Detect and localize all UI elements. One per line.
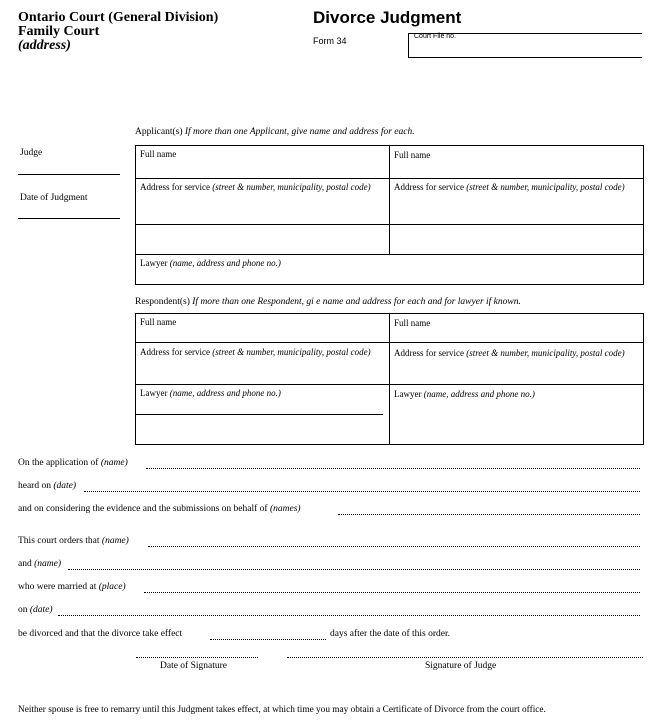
applicant-lawyer-label: Lawyer xyxy=(140,258,168,268)
divorce-effect-label: be divorced and that the divorce take effect xyxy=(18,629,183,639)
application-of-field[interactable] xyxy=(146,468,640,469)
submissions-text: and on considering the evidence and the submissions on behalf of xyxy=(18,504,268,514)
respondent-full-name-2[interactable]: Full name xyxy=(394,318,431,328)
respondents-heading xyxy=(135,297,521,307)
applicants-col-divider xyxy=(389,145,390,254)
respondent-full-name-1[interactable]: Full name xyxy=(140,317,177,327)
respondents-heading-note: If more than one Respondent, gi e name and address for each and for lawyer if known. xyxy=(192,297,521,307)
respondent-address-1[interactable] xyxy=(140,347,380,357)
married-at-label xyxy=(18,582,126,592)
heard-on-field[interactable] xyxy=(84,491,640,492)
date-of-signature-field[interactable] xyxy=(136,657,258,658)
date-of-judgment-line[interactable] xyxy=(18,218,120,219)
applicant-address-1[interactable] xyxy=(140,182,380,192)
and-name-hint: (name) xyxy=(34,559,61,569)
respondents-col-divider xyxy=(389,313,390,445)
respondent-lawyer-note-2: (name, address and phone no.) xyxy=(423,389,535,399)
applicant-lawyer-note: (name, address and phone no.) xyxy=(169,258,281,268)
heard-on-label xyxy=(18,481,76,491)
married-on-text: on xyxy=(18,605,28,615)
married-at-text: who were married at xyxy=(18,582,97,592)
court-address: (address) xyxy=(18,38,71,53)
applicants-heading xyxy=(135,127,415,137)
and-name-label xyxy=(18,559,61,569)
married-on-hint: (date) xyxy=(29,605,53,615)
married-on-field[interactable] xyxy=(58,615,640,616)
married-at-field[interactable] xyxy=(144,592,640,593)
applicant-full-name-2[interactable]: Full name xyxy=(394,150,431,160)
married-at-hint: (place) xyxy=(98,582,126,592)
applicants-heading-note: If more than one Applicant, give name and address for each. xyxy=(184,127,415,137)
judge-line[interactable] xyxy=(18,174,120,175)
applicant-full-name-1[interactable]: Full name xyxy=(140,149,177,159)
court-orders-label xyxy=(18,536,129,546)
application-of-label xyxy=(18,458,128,468)
respondent-address-label-1: Address for service xyxy=(140,347,210,357)
court-file-underline xyxy=(408,57,642,58)
respondent-lawyer-1[interactable] xyxy=(140,388,281,398)
respondent-lawyer-label-2: Lawyer xyxy=(394,389,422,399)
heard-on-hint: (date) xyxy=(53,481,77,491)
application-of-text: On the application of xyxy=(18,458,99,468)
court-orders-field[interactable] xyxy=(148,546,640,547)
submissions-hint: (names) xyxy=(269,504,301,514)
and-name-field[interactable] xyxy=(68,569,640,570)
form-title: Divorce Judgment xyxy=(313,8,462,27)
date-of-signature-label: Date of Signature xyxy=(160,661,228,671)
applicant-address-note-1: (street & number, municipality, postal code) xyxy=(212,182,371,192)
form-number: Form 34 xyxy=(313,36,347,46)
applicant-lawyer[interactable] xyxy=(140,258,281,268)
submissions-label xyxy=(18,504,301,514)
submissions-field[interactable] xyxy=(338,514,640,515)
married-on-label xyxy=(18,605,53,615)
applicants-heading-label: Applicant(s) xyxy=(135,127,183,137)
applicant-address-label-1: Address for service xyxy=(140,182,210,192)
respondents-heading-label: Respondent(s) xyxy=(135,297,190,307)
divorce-days-field[interactable] xyxy=(210,639,326,640)
court-orders-hint: (name) xyxy=(101,536,129,546)
signature-of-judge-field[interactable] xyxy=(287,657,643,658)
heard-on-text: heard on xyxy=(18,481,51,491)
divorce-effect-suffix: days after the date of this order. xyxy=(330,629,451,639)
judge-label: Judge xyxy=(20,148,43,158)
respondent-address-note-2: (street & number, municipality, postal code) xyxy=(466,348,625,358)
respondents-row-divider-3 xyxy=(135,414,383,415)
remarry-notice: Neither spouse is free to remarry until this Judgment takes effect, at which time you may obtain a Certificate of Divorce from the court office. xyxy=(18,705,546,715)
applicant-address-note-2: (street & number, municipality, postal code) xyxy=(466,182,625,192)
court-orders-text: This court orders that xyxy=(18,536,100,546)
respondent-address-label-2: Address for service xyxy=(394,348,464,358)
respondent-lawyer-label-1: Lawyer xyxy=(140,388,168,398)
court-file-label: Court File no. xyxy=(414,33,457,40)
applicant-address-2[interactable] xyxy=(394,182,634,192)
respondent-lawyer-note-1: (name, address and phone no.) xyxy=(169,388,281,398)
respondent-address-2[interactable] xyxy=(394,348,634,358)
and-name-text: and xyxy=(18,559,32,569)
applicants-row-divider-3 xyxy=(135,254,644,255)
court-name: Ontario Court (General Division) xyxy=(18,10,219,25)
date-of-judgment-label: Date of Judgment xyxy=(20,193,88,203)
signature-of-judge-label: Signature of Judge xyxy=(425,661,497,671)
court-branch: Family Court xyxy=(18,24,100,39)
respondent-address-note-1: (street & number, municipality, postal code) xyxy=(212,347,371,357)
applicant-address-label-2: Address for service xyxy=(394,182,464,192)
respondent-lawyer-2[interactable] xyxy=(394,389,535,399)
application-of-hint: (name) xyxy=(100,458,128,468)
